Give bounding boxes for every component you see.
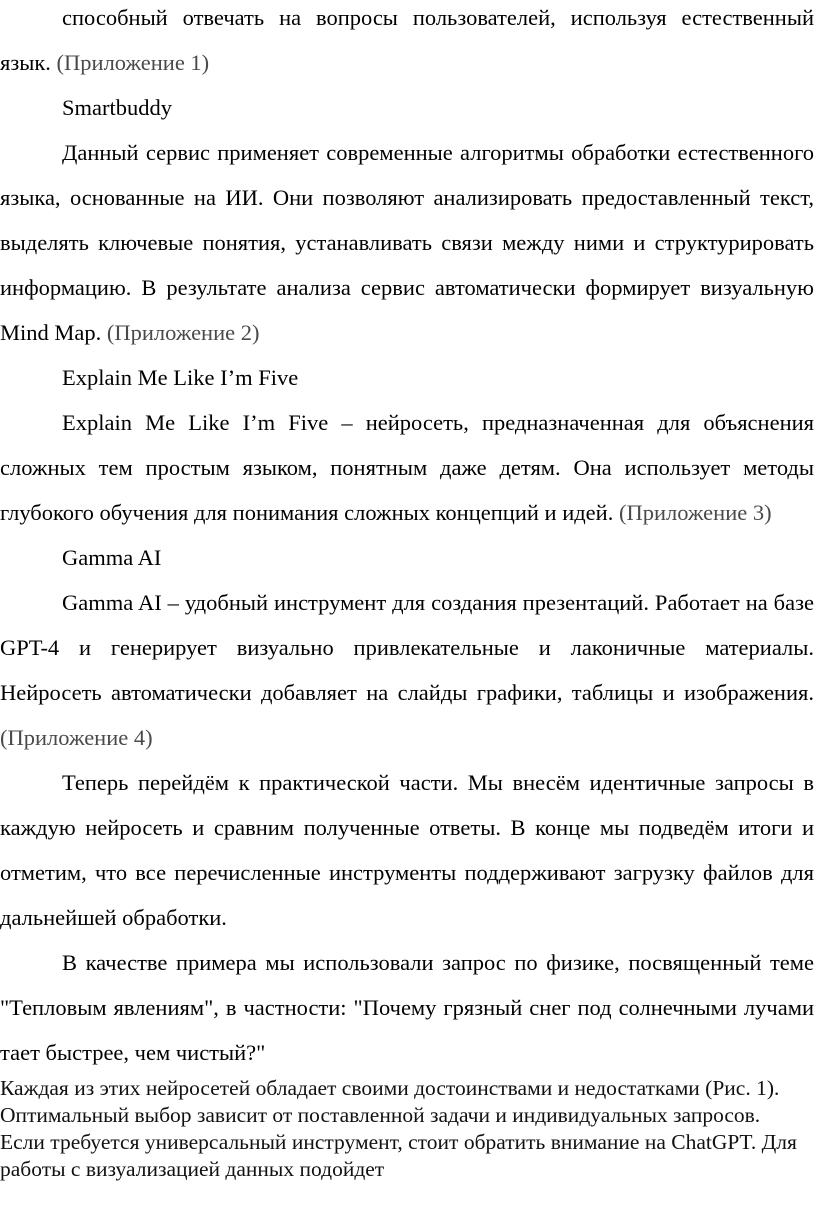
heading-text: Gamma AI	[62, 545, 162, 570]
paragraph-gamma-ai	[0, 580, 816, 760]
appendix-reference: (Приложение 1)	[56, 50, 210, 75]
appendix-reference: (Приложение 3)	[618, 500, 772, 525]
paragraph-conclusion	[0, 1075, 816, 1183]
paragraph-text: Данный сервис применяет современные алгоритмы обработки естественного языка, основанные на ИИ. Они позволяют анализировать предоставленный текст, выделять ключевые понятия, устанавливать связи между ними и структурировать информацию. В результате анализа сервис автоматически формирует визуальную Mind Map.	[0, 140, 814, 345]
paragraph-example-query	[0, 940, 816, 1075]
paragraph-text: Explain Me Like I’m Five – нейросеть, предназначенная для объяснения сложных тем простым языком, понятным даже детям. Она использует методы глубокого обучения для понимания сложных концепций и идей.	[0, 410, 814, 525]
paragraph-practical-part	[0, 760, 816, 940]
appendix-reference: (Приложение 4)	[0, 725, 153, 750]
section-heading-smartbuddy	[0, 85, 816, 130]
paragraph-text: способный отвечать на вопросы пользователей, используя естественный язык.	[0, 5, 814, 75]
paragraph-text: В качестве примера мы использовали запрос по физике, посвященный теме "Тепловым явлениям", в частности: "Почему грязный снег под солнечными лучами тает быстрее, чем чистый?"	[0, 950, 814, 1065]
paragraph-text: Каждая из этих нейросетей обладает своими достоинствами и недостатками (Рис. 1). Оптимальный выбор зависит от поставленной задачи и индивидуальных запросов. Если требуется универсальный инструмент, стоит обратить внимание на ChatGPT. Для работы с визуализацией данных подойдет	[0, 1076, 797, 1181]
heading-text: Smartbuddy	[62, 95, 172, 120]
paragraph-continuation	[0, 0, 816, 85]
paragraph-smartbuddy	[0, 130, 816, 355]
section-heading-explain-me	[0, 355, 816, 400]
heading-text: Explain Me Like I’m Five	[62, 365, 299, 390]
appendix-reference: (Приложение 2)	[106, 320, 260, 345]
paragraph-text: Gamma AI – удобный инструмент для создания презентаций. Работает на базе GPT-4 и генерирует визуально привлекательные и лаконичные материалы. Нейросеть автоматически добавляет на слайды графики, таблицы и изображения.	[0, 590, 814, 705]
paragraph-text: Теперь перейдём к практической части. Мы внесём идентичные запросы в каждую нейросеть и сравним полученные ответы. В конце мы подведём итоги и отметим, что все перечисленные инструменты поддерживают загрузку файлов для дальнейшей обработки.	[0, 770, 814, 930]
paragraph-explain-me	[0, 400, 816, 535]
section-heading-gamma-ai	[0, 535, 816, 580]
